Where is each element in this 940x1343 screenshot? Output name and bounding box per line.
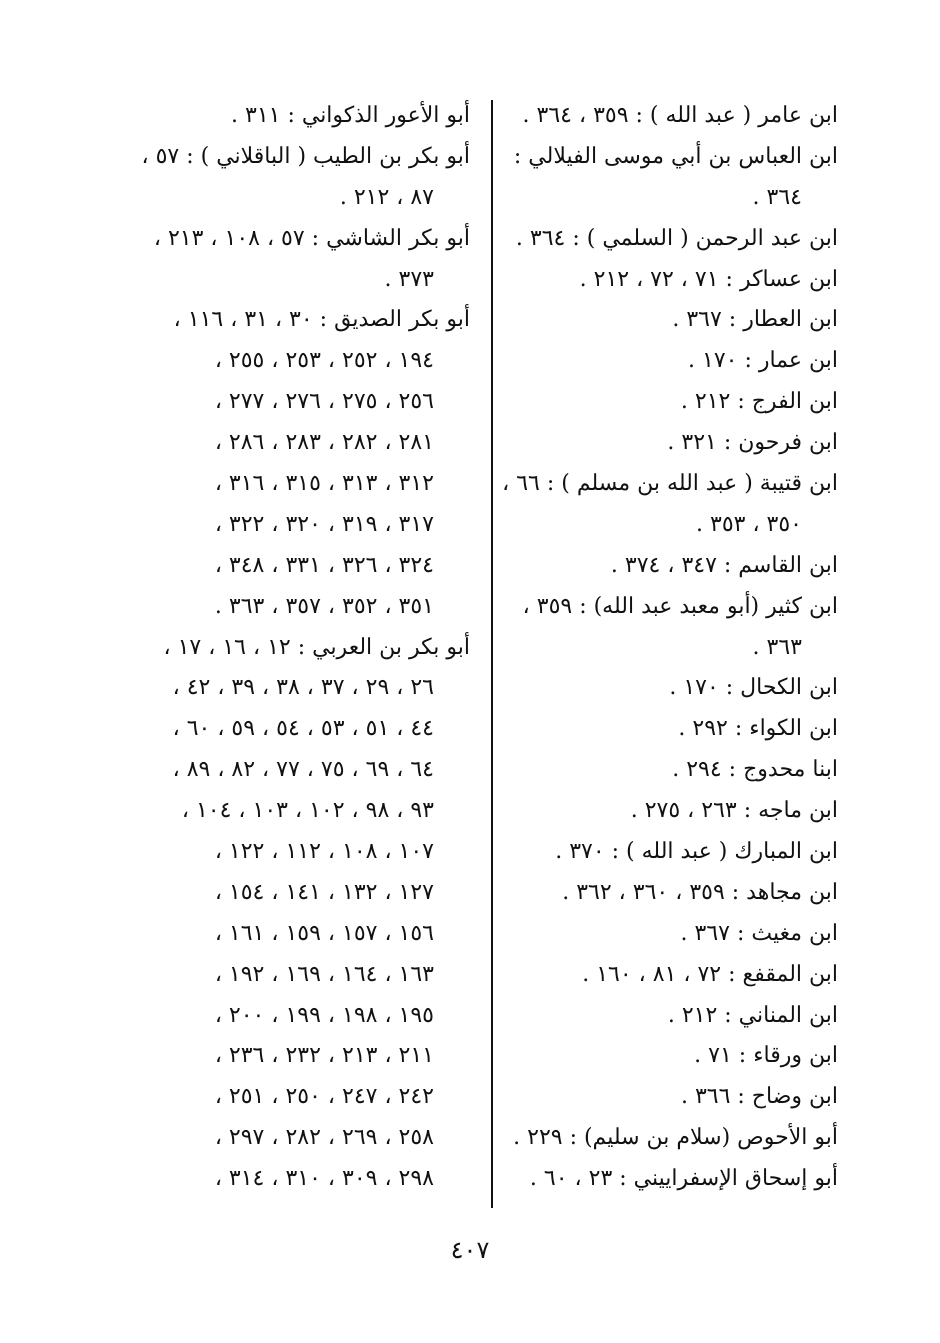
index-entry-continuation: ٤٤ ، ٥١ ، ٥٣ ، ٥٤ ، ٥٩ ، ٦٠ ،: [172, 716, 434, 742]
index-entry-continuation: ٣٥٠ ، ٣٥٣ .: [696, 511, 802, 537]
index-entry-continuation: ٢٤٢ ، ٢٤٧ ، ٢٥٠ ، ٢٥١ ،: [214, 1084, 434, 1110]
page-number: ٤٠٧: [450, 1236, 490, 1264]
index-entry-continuation: ١٦٣ ، ١٦٤ ، ١٦٩ ، ١٩٢ ،: [214, 961, 434, 987]
index-entry: أبو بكر الصديق : ٣٠ ، ٣١ ، ١١٦ ،: [173, 307, 470, 333]
index-entry-continuation: ٩٣ ، ٩٨ ، ١٠٢ ، ١٠٣ ، ١٠٤ ،: [181, 798, 434, 824]
index-entry: ابن المقفع : ٧٢ ، ٨١ ، ١٦٠ .: [582, 961, 838, 987]
index-entry-continuation: ١٩٥ ، ١٩٨ ، ١٩٩ ، ٢٠٠ ،: [214, 1002, 434, 1028]
index-entry-continuation: ١٠٧ ، ١٠٨ ، ١١٢ ، ١٢٢ ،: [214, 839, 434, 865]
index-entry-continuation: ٣٦٤ .: [752, 184, 802, 210]
index-entry: ابن ماجه : ٢٦٣ ، ٢٧٥ .: [630, 798, 838, 824]
index-entry: ابن ورقاء : ٧١ .: [694, 1043, 838, 1069]
index-entry: ابن عامر ( عبد الله ) : ٣٥٩ ، ٣٦٤ .: [522, 103, 838, 128]
index-entry-continuation: ٢١١ ، ٢١٣ ، ٢٣٢ ، ٢٣٦ ،: [214, 1043, 434, 1069]
index-entry-continuation: ٢٨١ ، ٢٨٢ ، ٢٨٣ ، ٢٨٦ ،: [214, 430, 434, 456]
index-entry-continuation: ٣٢٤ ، ٣٢٦ ، ٣٣١ ، ٣٤٨ ،: [214, 552, 434, 578]
index-entry: ابن الفرج : ٢١٢ .: [680, 389, 838, 415]
index-column-right: [448, 96, 838, 1200]
index-entry: ابن كثير (أبو معبد عبد الله) : ٣٥٩ ،: [522, 593, 838, 619]
index-entry: ابن مغيث : ٣٦٧ .: [680, 920, 838, 946]
index-entry: ابن العباس بن أبي موسى الفيلالي :: [513, 143, 838, 169]
index-entry: أبو بكر بن العربي : ١٢ ، ١٦ ، ١٧ ،: [163, 634, 470, 660]
index-column-left: [120, 96, 470, 1200]
index-entry-continuation: ٨٧ ، ٢١٢ .: [339, 184, 434, 210]
index-entry: ابن وضاح : ٣٦٦ .: [680, 1084, 838, 1110]
index-entry-continuation: ١٢٧ ، ١٣٢ ، ١٤١ ، ١٥٤ ،: [214, 879, 434, 905]
index-entry: ابن عساكر : ٧١ ، ٧٢ ، ٢١٢ .: [579, 266, 838, 292]
index-entry: ابن الكواء : ٢٩٢ .: [678, 716, 838, 742]
index-entry-continuation: ٣٧٣ .: [384, 266, 434, 292]
index-entry-continuation: ٢٦ ، ٢٩ ، ٣٧ ، ٣٨ ، ٣٩ ، ٤٢ ،: [172, 675, 434, 701]
index-entry: ابن عبد الرحمن ( السلمي ) : ٣٦٤ .: [515, 225, 838, 251]
index-entry-continuation: ٢٥٦ ، ٢٧٥ ، ٢٧٦ ، ٢٧٧ ،: [214, 389, 434, 415]
index-entry: ابن عمار : ١٧٠ .: [688, 348, 838, 374]
index-entry: ابن مجاهد : ٣٥٩ ، ٣٦٠ ، ٣٦٢ .: [562, 879, 838, 905]
index-entry: أبو بكر الشاشي : ٥٧ ، ١٠٨ ، ٢١٣ ،: [153, 225, 470, 251]
index-entry: ابن المناني : ٢١٢ .: [667, 1002, 838, 1028]
index-entry-continuation: ١٥٦ ، ١٥٧ ، ١٥٩ ، ١٦١ ،: [214, 920, 434, 946]
index-entry: أبو الأحوص (سلام بن سليم) : ٢٢٩ .: [513, 1125, 838, 1151]
index-entry: ابن القاسم : ٣٤٧ ، ٣٧٤ .: [610, 552, 838, 578]
index-entry: ابن الكحال : ١٧٠ .: [669, 675, 838, 701]
index-entry: ابن العطار : ٣٦٧ .: [672, 307, 838, 333]
index-entry: ابنا محدوج : ٢٩٤ .: [672, 757, 838, 783]
index-entry-continuation: ٣٦٣ .: [752, 634, 802, 660]
index-entry: أبو بكر بن الطيب ( الباقلاني ) : ٥٧ ،: [141, 143, 470, 169]
index-entry-continuation: ٣١٧ ، ٣١٩ ، ٣٢٠ ، ٣٢٢ ،: [214, 511, 434, 537]
index-entry: ابن قتيبة ( عبد الله بن مسلم ) : ٦٦ ،: [502, 471, 838, 497]
index-entry: ابن المبارك ( عبد الله ) : ٣٧٠ .: [555, 839, 838, 865]
index-entry: أبو الأعور الذكواني : ٣١١ .: [231, 103, 470, 128]
index-entry-continuation: ٢٩٨ ، ٣٠٩ ، ٣١٠ ، ٣١٤ ،: [214, 1166, 434, 1192]
index-entry-continuation: ٣٥١ ، ٣٥٢ ، ٣٥٧ ، ٣٦٣ .: [214, 593, 434, 619]
index-entry-continuation: ٦٤ ، ٦٩ ، ٧٥ ، ٧٧ ، ٨٢ ، ٨٩ ،: [172, 757, 434, 783]
index-entry: ابن فرحون : ٣٢١ .: [667, 430, 838, 456]
index-entry-continuation: ٣١٢ ، ٣١٣ ، ٣١٥ ، ٣١٦ ،: [214, 471, 434, 497]
index-entry-continuation: ١٩٤ ، ٢٥٢ ، ٢٥٣ ، ٢٥٥ ،: [214, 348, 434, 374]
column-divider: [491, 100, 493, 1208]
index-entry-continuation: ٢٥٨ ، ٢٦٩ ، ٢٨٢ ، ٢٩٧ ،: [214, 1125, 434, 1151]
index-entry: أبو إسحاق الإسفراييني : ٢٣ ، ٦٠ .: [529, 1166, 838, 1192]
